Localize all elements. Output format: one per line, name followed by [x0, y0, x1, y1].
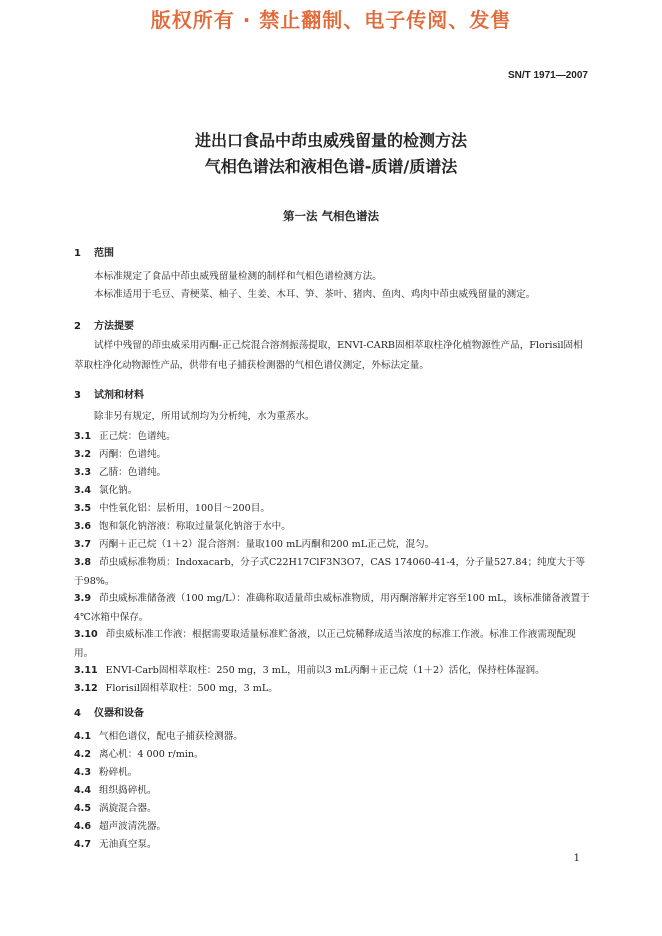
- section-number: 2: [74, 321, 81, 332]
- item-text: 丙酮：色谱纯。: [99, 449, 167, 460]
- paragraph: 除非另有规定，所用试剂均为分析纯，水为重蒸水。: [94, 411, 315, 422]
- section-title: 方法提要: [94, 321, 134, 332]
- item-text: 氯化钠。: [99, 485, 138, 496]
- item-number: 3.12: [74, 683, 98, 694]
- item-text: 茚虫威标准工作液：根据需要取适量标准贮备液，以正己烷稀释成适当浓度的标准工作液。标准工作液需现配现用。: [74, 629, 576, 659]
- list-item: [74, 427, 590, 446]
- list-item: [74, 835, 590, 854]
- list-item: [74, 499, 590, 518]
- section-2-heading: [74, 317, 134, 332]
- item-text: 无油真空泵。: [99, 839, 157, 850]
- list-item: [74, 817, 590, 836]
- list-item: [74, 763, 590, 782]
- list-item: [74, 781, 590, 800]
- item-text: 超声波清洗器。: [99, 821, 167, 832]
- item-text: Florisil固相萃取柱：500 mg，3 mL。: [105, 683, 278, 694]
- item-number: 4.4: [74, 785, 91, 796]
- paragraph: 本标准规定了食品中茚虫威残留量检测的制样和气相色谱检测方法。: [94, 271, 382, 282]
- list-item: [74, 625, 590, 663]
- item-number: 4.6: [74, 821, 91, 832]
- list-item: [74, 535, 590, 554]
- item-number: 3.9: [74, 593, 91, 604]
- item-number: 4.2: [74, 749, 91, 760]
- item-text: 涡旋混合器。: [99, 803, 157, 814]
- item-number: 3.11: [74, 665, 98, 676]
- page-number: 1: [573, 853, 580, 864]
- watermark-banner: 版权所有 · 禁止翻制、电子传阅、发售: [150, 8, 512, 32]
- item-number: 3.6: [74, 521, 91, 532]
- item-number: 3.1: [74, 431, 91, 442]
- item-text: 气相色谱仪，配电子捕获检测器。: [99, 731, 243, 742]
- item-text: 中性氧化铝：层析用，100目～200目。: [99, 503, 270, 514]
- list-item: [74, 589, 590, 627]
- list-item: [74, 799, 590, 818]
- list-item: [74, 445, 590, 464]
- item-number: 4.1: [74, 731, 91, 742]
- section-title: 仪器和设备: [94, 708, 144, 719]
- item-number: 3.8: [74, 557, 91, 568]
- document-title-line1: 进出口食品中茚虫威残留量的检测方法: [194, 131, 467, 150]
- section-title: 范围: [94, 248, 114, 259]
- item-number: 3.7: [74, 539, 91, 550]
- section-number: 4: [74, 708, 81, 719]
- list-item: [74, 481, 590, 500]
- item-number: 4.3: [74, 767, 91, 778]
- section-number: 1: [74, 248, 81, 259]
- item-number: 3.5: [74, 503, 91, 514]
- item-text: 乙腈：色谱纯。: [99, 467, 167, 478]
- list-item: [74, 745, 590, 764]
- list-item: [74, 553, 590, 591]
- item-text: 粉碎机。: [99, 767, 138, 778]
- list-item: [74, 661, 590, 680]
- item-text: 组织捣碎机。: [99, 785, 157, 796]
- item-text: 离心机：4 000 r/min。: [99, 749, 204, 760]
- list-item: [74, 727, 590, 746]
- item-text: 丙酮＋正己烷（1＋2）混合溶剂：量取100 mL丙酮和200 mL正己烷，混匀。: [99, 539, 435, 550]
- item-number: 4.7: [74, 839, 91, 850]
- section-title: 试剂和材料: [94, 390, 144, 401]
- list-item: [74, 679, 590, 698]
- method-subtitle: 第一法 气相色谱法: [282, 209, 379, 223]
- item-text: 茚虫威标准物质：Indoxacarb，分子式C22H17ClF3N3O7，CAS 174060-41-4，分子量527.84；纯度大于等于98%。: [74, 557, 586, 587]
- paragraph: 试样中残留的茚虫威采用丙酮-正己烷混合溶剂振荡提取，ENVI-CARB固相萃取柱净化植物源性产品，Florisil固相萃取柱净化动物源性产品，供带有电子捕获检测器的气相色谱仪测定，外标法定量。: [74, 340, 583, 371]
- section-number: 3: [74, 390, 81, 401]
- item-number: 4.5: [74, 803, 91, 814]
- section-3-heading: [74, 386, 144, 401]
- item-number: 3.2: [74, 449, 91, 460]
- item-text: 饱和氯化钠溶液：称取过量氯化钠溶于水中。: [99, 521, 291, 532]
- document-title-line2: 气相色谱法和液相色谱-质谱/质谱法: [204, 157, 458, 176]
- list-item: [74, 517, 590, 536]
- item-text: 正己烷：色谱纯。: [99, 431, 176, 442]
- item-number: 3.4: [74, 485, 91, 496]
- section-1-heading: [74, 244, 114, 259]
- paragraph: 本标准适用于毛豆、青梗菜、柚子、生姜、木耳、笋、茶叶、猪肉、鱼肉、鸡肉中茚虫威残留量的测定。: [94, 289, 536, 300]
- list-item: [74, 463, 590, 482]
- item-number: 3.10: [74, 629, 98, 640]
- item-text: 茚虫威标准储备液（100 mg/L）：准确称取适量茚虫威标准物质，用丙酮溶解并定容至100 mL，该标准储备液置于4℃冰箱中保存。: [74, 593, 590, 623]
- item-text: ENVI-Carb固相萃取柱：250 mg，3 mL，用前以3 mL丙酮＋正己烷（1＋2）活化，保持柱体湿润。: [105, 665, 545, 676]
- section-4-heading: [74, 704, 144, 719]
- item-number: 3.3: [74, 467, 91, 478]
- standard-code: SN/T 1971—2007: [507, 70, 588, 81]
